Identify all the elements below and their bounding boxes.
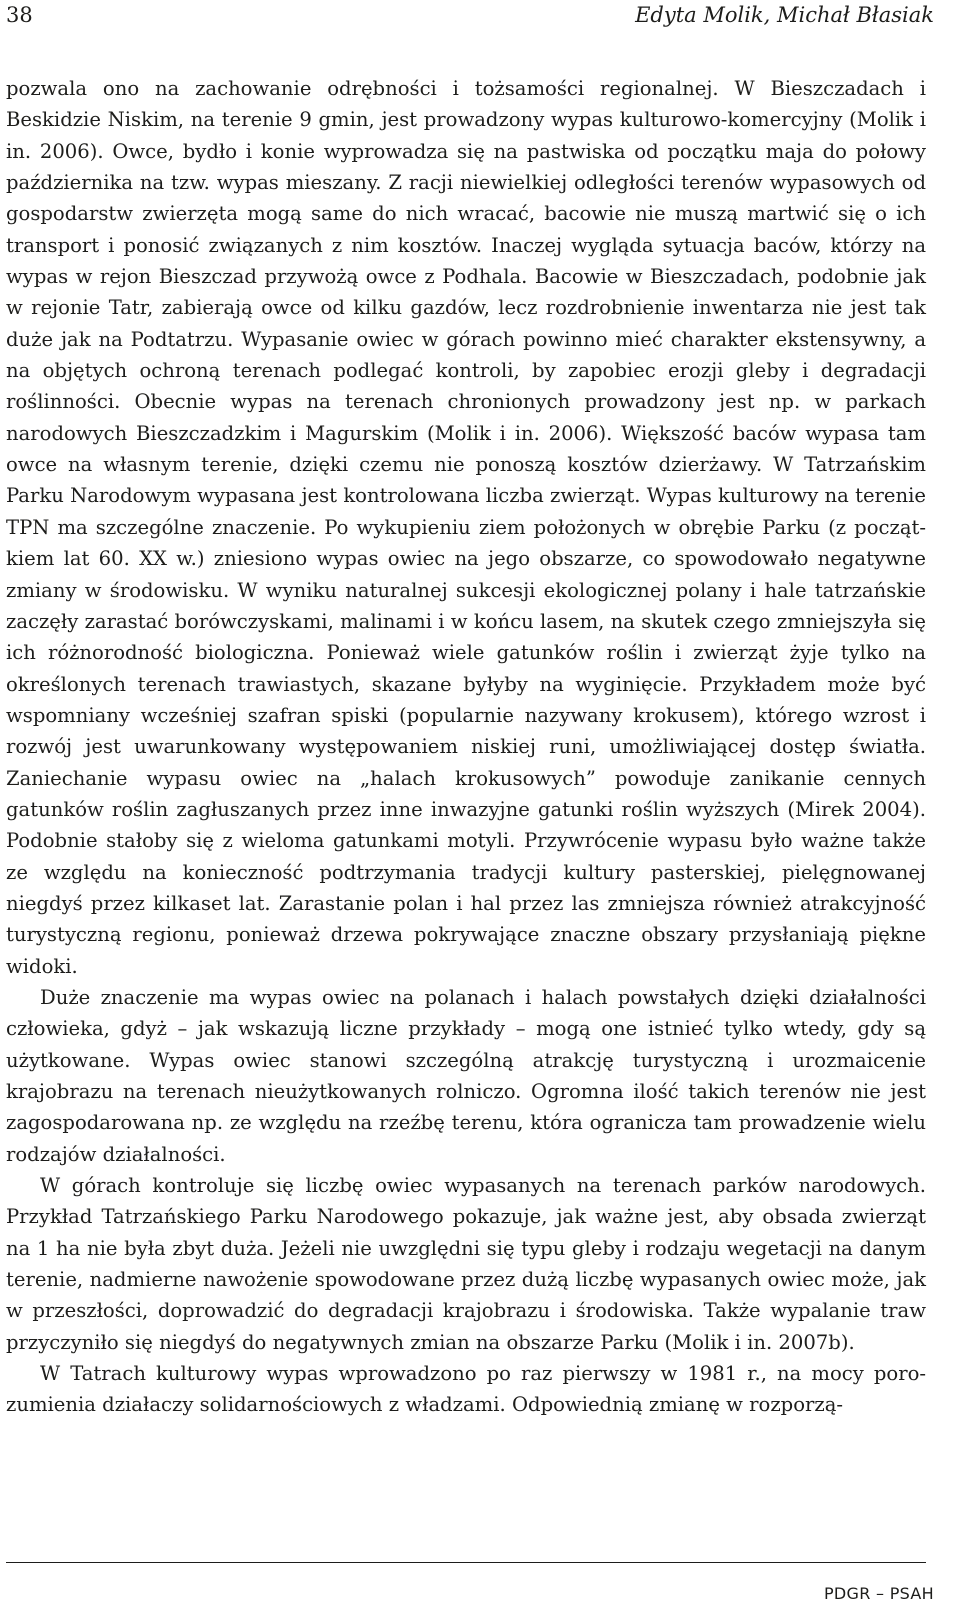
footer-label: PDGR – PSAH [823, 1584, 934, 1603]
running-header-authors: Edyta Molik, Michał Błasiak [635, 3, 934, 27]
paragraph-1: pozwala ono na zachowanie odrębności i tożsamości regionalnej. W Bieszczadach i Beskidzie Niskim, na terenie 9 gmin, jest prowadzony wypas kulturowo-komercyjny (Molik i in. 2006). Owce, bydło i konie wyprowadza się na pastwiska od początku maja do połowy października na tzw. wypas mieszany. Z racji niewielkiej odległości terenów wypasowych od gospodarstw zwierzęta mogą same do nich wracać, bacowie nie muszą martwić się o ich transport i ponosić związanych z nim kosztów. Inaczej wygląda sytuacja baców, którzy na wypas w rejon Bieszczad przywożą owce z Podhala. Bacowie w Bieszczadach, podobnie jak w rejonie Tatr, zabierają owce od kilku gazdów, lecz rozdrobnienie inwentarza nie jest tak duże jak na Podtatrzu. Wypasanie owiec w górach powinno mieć charakter ekstensywny, a na objętych ochroną terenach podlegać kontroli, by zapobiec erozji gleby i degradacji roślinności. Obecnie wypas na terenach chronionych prowadzony jest np. w parkach narodowych Bieszczadzkim i Magurskim (Molik i in. 2006). Większość baców wypasa tam owce na własnym terenie, dzięki czemu nie ponoszą kosztów dzierżawy. W Tatrzańskim Parku Narodowym wypasana jest kontrolowana liczba zwierząt. Wypas kulturowy na terenie TPN ma szczególne znaczenie. Po wykupieniu ziem położonych w obrębie Parku (z początkiem lat 60. XX w.) zniesiono wypas owiec na jego obszarze, co spowodowało negatywne zmiany w środowisku. W wyniku naturalnej sukcesji ekologicznej polany i hale tatrzańskie zaczęły zarastać borówczyskami, malinami i w końcu lasem, na skutek czego zmniejszyła się ich różnorodność biologiczna. Ponieważ wiele gatunków roślin i zwierząt żyje tylko na określonych terenach trawiastych, skazane byłyby na wyginięcie. Przykładem może być wspomniany wcześniej szafran spiski (popularnie nazywany krokusem), którego wzrost i rozwój jest uwarunkowany występowaniem niskiej runi, umożliwiającej dostęp światła. Zaniechanie wypasu owiec na „halach krokusowych” powoduje zanikanie cennych gatunków roślin zagłuszanych przez inne inwazyjne gatunki roślin wyższych (Mirek 2004). Podobnie stałoby się z wieloma gatunkami motyli. Przywrócenie wypasu było ważne także ze względu na konieczność podtrzymania tradycji kultury pasterskiej, pielęgnowanej niegdyś przez kilkaset lat. Zarastanie polan i hal przez las zmniejsza również atrakcyjność turystyczną regionu, ponieważ drzewa pokrywające znaczne obszary przysłaniają piękne widoki. [6, 77, 926, 978]
paragraph-4: W Tatrach kulturowy wypas wprowadzono po raz pierwszy w 1981 r., na mocy porozumienia działaczy solidarnościowych z władzami. Odpowiednią zmianę w rozporzą- [6, 1362, 926, 1417]
paragraph-3: W górach kontroluje się liczbę owiec wypasanych na terenach parków narodowych. Przykład Tatrzańskiego Parku Narodowego pokazuje, jak ważne jest, aby obsada zwierząt na 1 ha nie była zbyt duża. Jeżeli nie uwzględni się typu gleby i rodzaju wegetacji na danym terenie, nadmierne nawożenie spowodowane przez dużą liczbę wypasanych owiec może, jak w przeszłości, doprowadzić do degradacji krajobrazu i środowiska. Także wypalanie traw przyczyniło się niegdyś do negatywnych zmian na obszarze Parku (Molik i in. 2007b). [6, 1174, 926, 1354]
footer-divider [6, 1562, 926, 1563]
paragraph-2: Duże znaczenie ma wypas owiec na polanach i halach powstałych dzięki działalności człowieka, gdyż – jak wskazują liczne przykłady – mogą one istnieć tylko wtedy, gdy są użytkowane. Wypas owiec stanowi szczególną atrakcję turystyczną i urozmaicenie krajobrazu na terenach nieużytkowanych rolniczo. Ogromna ilość takich terenów nie jest zagospodarowana np. ze względu na rzeźbę terenu, która ogranicza tam prowadzenie wielu rodzajów działalności. [6, 985, 926, 1166]
page-number: 38 [6, 3, 33, 27]
body-text [6, 73, 926, 1421]
